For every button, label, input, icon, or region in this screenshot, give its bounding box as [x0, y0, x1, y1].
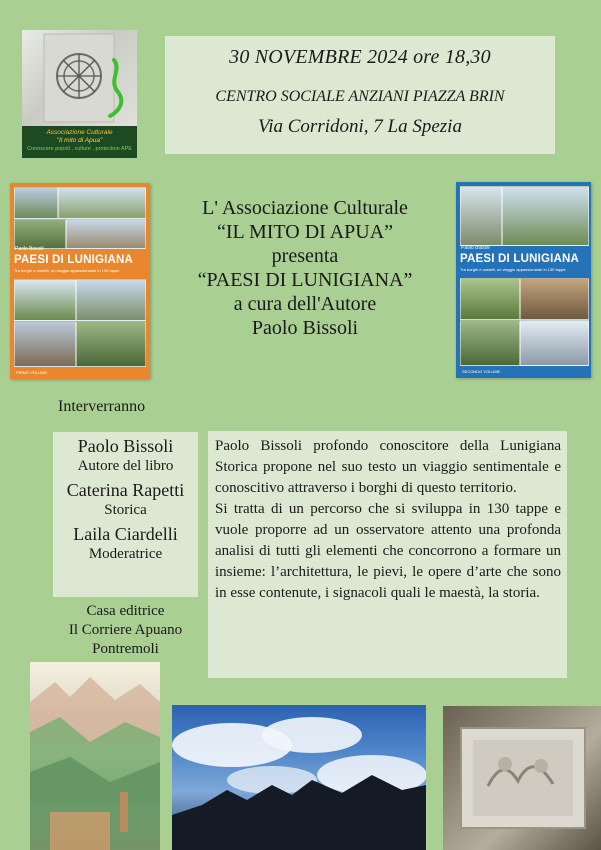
publisher-info	[53, 602, 198, 659]
logo-caption-line2: "Il mito di Apua"	[56, 137, 103, 144]
speaker-name: Paolo Bissoli	[77, 436, 174, 456]
cover-photo	[460, 320, 520, 366]
landscape-painting-image	[30, 662, 160, 850]
event-address: Via Corridoni, 7 La Spezia	[258, 116, 462, 137]
association-name: “IL MITO DI APUA”	[216, 221, 394, 243]
speaker-name: Laila Ciardelli	[73, 524, 178, 544]
presentation-line: L' Associazione Culturale	[202, 197, 408, 219]
speaker-role: Moderatrice	[88, 546, 163, 562]
mountain-sky-photo	[172, 705, 426, 850]
presentation-line: presenta	[271, 245, 339, 267]
cover-photo	[460, 186, 502, 246]
stone-relief-photo	[443, 706, 601, 850]
cover-photo	[76, 279, 146, 321]
event-venue: CENTRO SOCIALE ANZIANI PIAZZA BRIN	[215, 88, 505, 105]
logo-caption-line1: Associazione Culturale	[46, 129, 113, 136]
book-name: “PAESI DI LUNIGIANA”	[197, 269, 413, 291]
event-date: 30 NOVEMBRE 2024 ore 18,30	[229, 46, 491, 68]
cover-photo	[58, 187, 146, 219]
book-title: PAESI DI LUNIGIANA	[460, 253, 580, 265]
speaker-name: Caterina Rapetti	[66, 480, 185, 500]
book-title-band	[10, 248, 150, 276]
book-title: PAESI DI LUNIGIANA	[14, 254, 134, 266]
presentation-line: a cura dell'Autore	[233, 293, 377, 315]
logo-caption	[22, 126, 137, 158]
cover-photo	[66, 219, 146, 249]
book-volume: PRIMO VOLUME	[16, 370, 48, 375]
presentation-text	[160, 196, 450, 340]
cover-photo	[460, 278, 520, 320]
cover-photo	[520, 320, 589, 366]
stone-compass-image	[22, 30, 137, 126]
publisher-city: Pontremoli	[92, 641, 159, 657]
cover-photo	[14, 219, 66, 249]
cover-photo	[14, 321, 76, 367]
cover-photo	[76, 321, 146, 367]
description-paragraph: Paolo Bissoli profondo conoscitore della Lunigiana Storica propone nel suo testo un viaggio sentimentale e conoscitivo attraverso i borghi di questo territorio.	[215, 438, 561, 496]
description-paragraph: Si tratta di un percorso che si sviluppa in 130 tappe e vuole proporre ad un osservatore attento una profonda analisi di tutti gli elementi che concorrono a formare un insieme: l’architettura, le pievi, le opere d’arte che sono in esse contenute, i signacoli quali le maestà, la storia.	[215, 501, 561, 601]
book-author: Paolo Bissoli	[461, 245, 490, 251]
author-name: Paolo Bissoli	[251, 317, 359, 339]
book-description	[208, 431, 567, 678]
event-info-box	[165, 36, 555, 154]
book-volume: SECONDO VOLUME	[462, 369, 501, 374]
cover-photo	[502, 186, 589, 246]
speaker-role: Autore del libro	[77, 458, 174, 474]
association-logo	[22, 30, 137, 158]
cover-photo	[14, 187, 58, 219]
book-title-band	[456, 247, 591, 275]
book-subtitle: Tra borghi e castelli, un viaggio appassionante in 130 tappe	[14, 268, 120, 273]
speaker-role: Storica	[104, 502, 147, 518]
speakers-box	[53, 432, 198, 597]
book-subtitle: Tra borghi e castelli, un viaggio appassionante in 130 tappe	[460, 267, 566, 272]
publisher-line: Casa editrice	[86, 603, 165, 619]
publisher-name: Il Corriere Apuano	[68, 622, 183, 638]
logo-caption-line3: Conoscere popoli , culture , protection APE	[27, 146, 132, 152]
speakers-heading: Interverranno	[58, 398, 146, 415]
cover-photo	[520, 278, 589, 320]
book-author: Paolo Bissoli	[15, 246, 44, 252]
book-cover-volume-one	[10, 183, 150, 379]
book-cover-volume-two	[456, 182, 591, 378]
cover-photo	[14, 279, 76, 321]
